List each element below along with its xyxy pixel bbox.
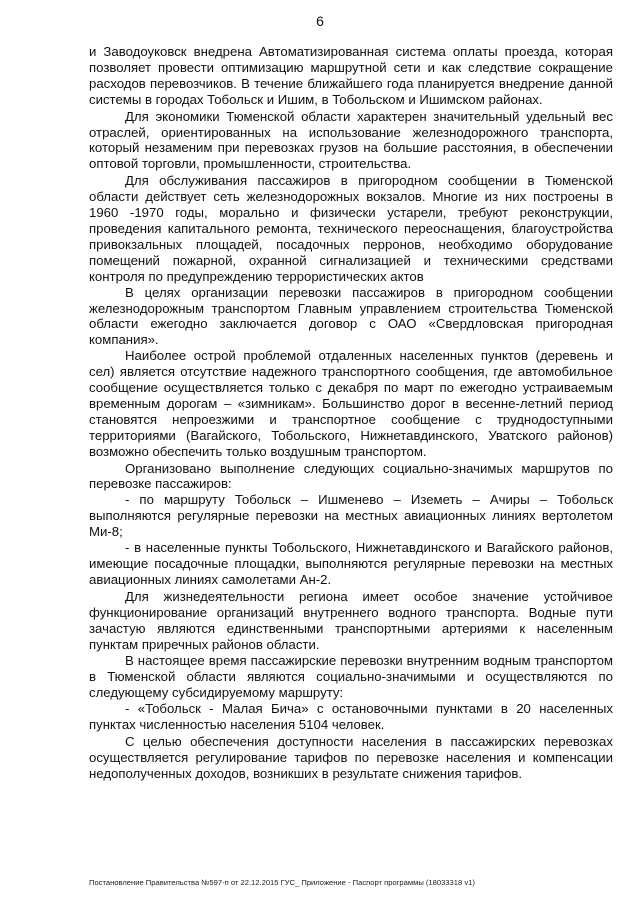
paragraph-railway-economy: Для экономики Тюменской области характерен значительный удельный вес отраслей, ориентированных на использование железнодорожного транспорта, который незаменим при перевозках грузов на большие расстояния, в обеспечении оптовой торговли, промышленности, строительства. bbox=[89, 108, 613, 172]
page-number: 6 bbox=[316, 13, 324, 29]
paragraph-railway-stations: Для обслуживания пассажиров в пригородном сообщении в Тюменской области действует сеть железнодорожных вокзалов. Многие из них построены в 1960 -1970 годы, морально и физически устарели, требуют реконструкции, проведения капитального ремонта, технического переоснащения, благоустройства привокзальных площадей, посадочных перронов, необходимо оборудование помещений пожарной, охранной сигнализацией и техническими средствами контроля по предупреждению террористических актов bbox=[89, 173, 613, 284]
page-footer: Постановление Правительства №597-п от 22.12.2015 ГУС_ Приложение - Паспорт программы (18033318 v1) bbox=[89, 878, 475, 887]
paragraph-tariff-regulation: С целью обеспечения доступности населения в пассажирских перевозках осуществляется регулирование тарифов по перевозке населения и компенсации недополученных доходов, возникших в результате снижения тарифов. bbox=[89, 733, 613, 781]
list-item-water-route: - «Тобольск - Малая Бича» с остановочными пунктами в 20 населенных пунктах численностью населения 5104 человек. bbox=[89, 701, 613, 733]
body-text bbox=[89, 44, 613, 782]
paragraph-continued: и Заводоуковск внедрена Автоматизированная система оплаты проезда, которая позволяет провести оптимизацию маршрутной сети и как следствие сокращение расходов перевозчиков. В течение ближайшего года планируется внедрение данной системы в городах Тобольск и Ишим, в Тобольском и Ишимском районах. bbox=[89, 44, 613, 107]
paragraph-suburban-contract: В целях организации перевозки пассажиров в пригородном сообщении железнодорожным транспортом Главным управлением строительства Тюменской области ежегодно заключается договор с ОАО «Свердловская пригородная компания». bbox=[89, 284, 613, 348]
list-item-helicopter-route: - по маршруту Тобольск – Ишменево – Иземеть – Ачиры – Тобольск выполняются регулярные перевозки на местных авиационных линиях вертолетом Ми-8; bbox=[89, 492, 613, 540]
paragraph-social-routes-intro: Организовано выполнение следующих социально-значимых маршрутов по перевозке пассажиров: bbox=[89, 460, 613, 492]
list-item-airplane-route: - в населенные пункты Тобольского, Нижнетавдинского и Вагайского районов, имеющие посадочные площадки, выполняются регулярные перевозки на местных авиационных линиях самолетами Ан-2. bbox=[89, 540, 613, 587]
paragraph-remote-settlements: Наиболее острой проблемой отдаленных населенных пунктов (деревень и сел) является отсутствие надежного транспортного сообщения, где автомобильное сообщение осуществляется только с декабря по март по ежегодно устраиваемым временным дорогам – «зимникам». Большинство дорог в весенне-летний период становятся непроезжими и транспортное сообщение с труднодоступными территориями (Вагайского, Тобольского, Нижнетавдинского, Уватского районов) возможно обеспечить только воздушным транспортом. bbox=[89, 348, 613, 459]
paragraph-water-transport: Для жизнедеятельности региона имеет особое значение устойчивое функционирование организаций внутреннего водного транспорта. Водные пути зачастую являются единственными транспортными артериями к населенным пунктам приречных районов области. bbox=[89, 588, 613, 652]
paragraph-water-routes-intro: В настоящее время пассажирские перевозки внутренним водным транспортом в Тюменской области являются социально-значимыми и осуществляются по следующему субсидируемому маршруту: bbox=[89, 653, 613, 701]
